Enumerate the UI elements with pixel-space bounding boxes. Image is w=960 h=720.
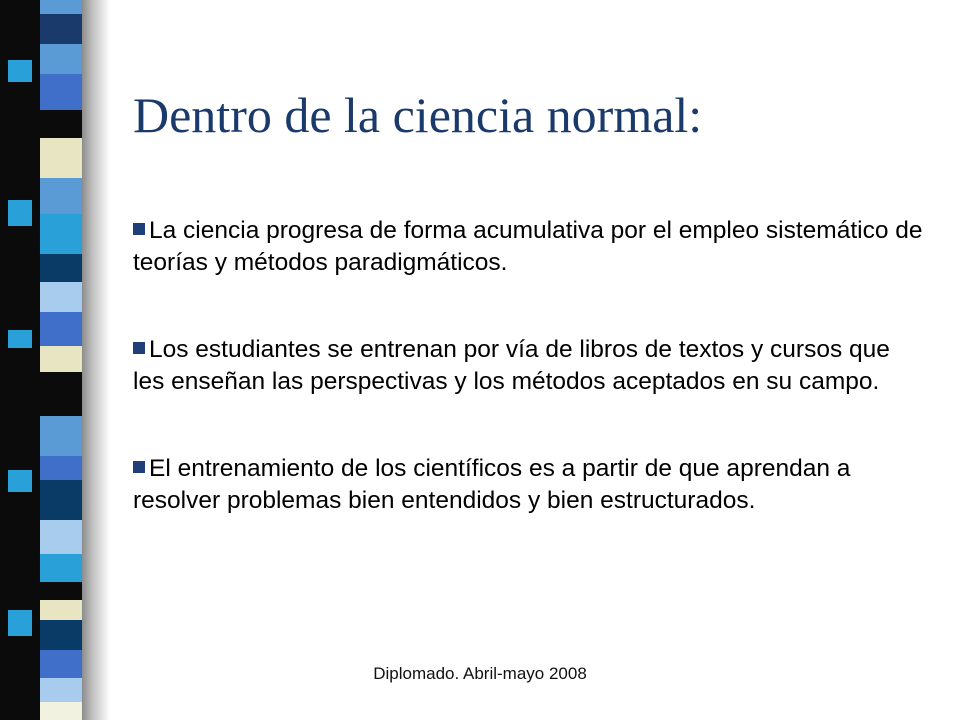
- stripe-block: [40, 282, 82, 312]
- stripe-block: [40, 480, 82, 520]
- stripe-block: [40, 372, 82, 416]
- stripe-accent: [8, 610, 32, 636]
- bullet-square-icon: [133, 342, 145, 354]
- bullet-text: La ciencia progresa de forma acumulativa por el empleo sistemático de teorías y métodos paradigmáticos.: [133, 217, 923, 276]
- stripe-accent: [8, 330, 32, 348]
- bullet-text: El entrenamiento de los científicos es a partir de que aprendan a resolver problemas bien entendidos y bien estructurados.: [133, 455, 851, 514]
- bullet-square-icon: [133, 223, 145, 235]
- decorative-stripe: [0, 0, 82, 720]
- stripe-block: [40, 554, 82, 582]
- stripe-block: [40, 44, 82, 74]
- stripe-accent: [8, 470, 32, 492]
- stripe-accent: [8, 60, 32, 82]
- bullet-item-1: [133, 215, 923, 279]
- stripe-shadow: [82, 0, 110, 720]
- slide-title: Dentro de la ciencia normal:: [133, 87, 703, 143]
- stripe-block: [40, 416, 82, 456]
- stripe-block: [40, 702, 82, 720]
- stripe-block: [40, 178, 82, 214]
- bullet-item-3: [133, 453, 923, 517]
- stripe-block: [40, 520, 82, 554]
- bullet-item-2: [133, 334, 923, 398]
- bullet-list: [133, 215, 923, 517]
- slide-footer: Diplomado. Abril-mayo 2008: [373, 664, 587, 683]
- stripe-block: [40, 620, 82, 650]
- stripe-block: [40, 0, 82, 14]
- stripe-block: [40, 110, 82, 138]
- stripe-block: [40, 346, 82, 372]
- stripe-block: [40, 254, 82, 282]
- stripe-block: [40, 14, 82, 44]
- bullet-text: Los estudiantes se entrenan por vía de libros de textos y cursos que les enseñan las perspectivas y los métodos aceptados en su campo.: [133, 336, 890, 395]
- stripe-block: [40, 650, 82, 678]
- stripe-block: [40, 456, 82, 480]
- stripe-block: [40, 74, 82, 110]
- stripe-block: [40, 582, 82, 600]
- bullet-square-icon: [133, 461, 145, 473]
- stripe-block: [40, 678, 82, 702]
- stripe-block: [40, 138, 82, 178]
- stripe-accent: [8, 200, 32, 226]
- stripe-block: [40, 312, 82, 346]
- stripe-block: [40, 214, 82, 254]
- stripe-block: [40, 600, 82, 620]
